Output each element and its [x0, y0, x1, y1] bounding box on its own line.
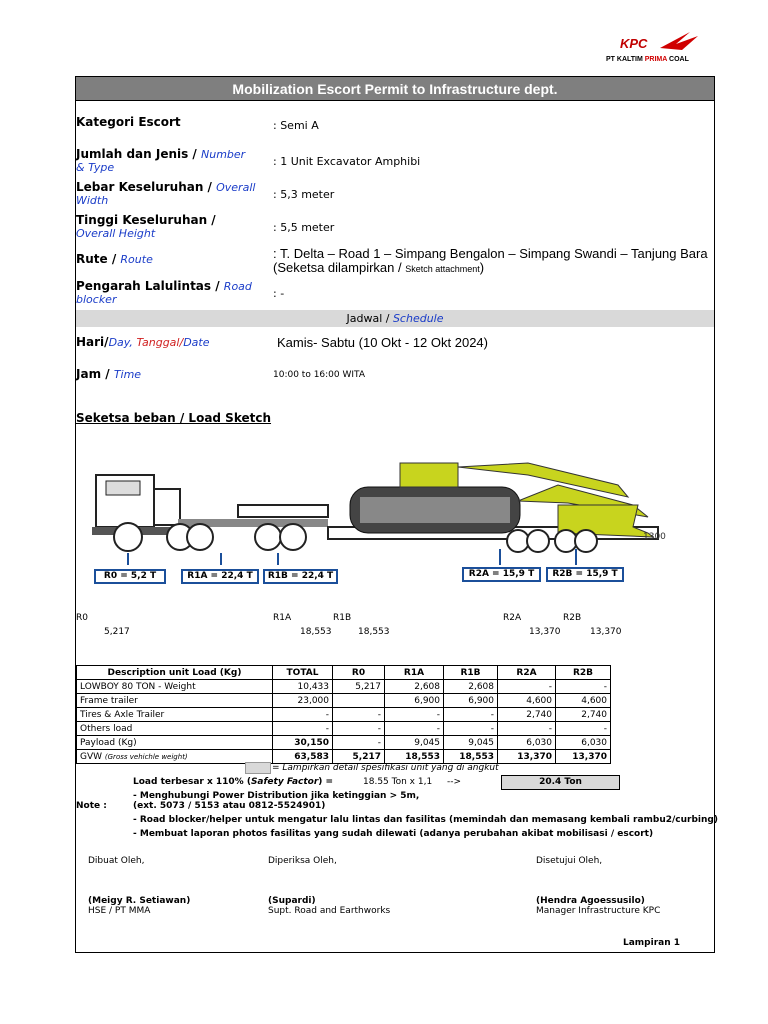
table-cell: 2,740 — [556, 708, 611, 722]
amphibious-excavator-icon — [350, 463, 653, 537]
lebar-label: Lebar Keseluruhan / Overall Width — [76, 180, 256, 207]
signature-role: Diperiksa Oleh, — [268, 856, 337, 866]
table-cell: - — [333, 708, 385, 722]
table-header-row — [77, 666, 611, 680]
table-cell: - — [333, 722, 385, 736]
table-cell: 2,740 — [498, 708, 556, 722]
signature-title: HSE / PT MMA — [88, 906, 151, 916]
pengarah-label: Pengarah Lalulintas / Road blocker — [76, 279, 252, 306]
table-cell: 4,600 — [556, 694, 611, 708]
company-logo — [598, 30, 708, 66]
signature-name: (Meigy R. Setiawan) — [88, 896, 191, 906]
axle-box-r2a: R2A = 15,9 T — [462, 567, 541, 582]
row-desc: GVW (Gross vehichle weight) — [77, 750, 273, 764]
table-header: Description unit Load (Kg) — [77, 666, 273, 680]
axle-value-r0: 5,217 — [104, 627, 130, 637]
table-cell: - — [385, 708, 444, 722]
hari-label: Hari/Day, Tanggal/Date — [76, 335, 210, 349]
table-cell: 63,583 — [273, 750, 333, 764]
table-cell: - — [273, 708, 333, 722]
table-cell: - — [444, 708, 498, 722]
pengarah-value: : - — [273, 287, 285, 300]
axle-name-r1a: R1A — [273, 613, 292, 623]
table-cell: - — [444, 722, 498, 736]
note-item: - Membuat laporan photos fasilitas yang sudah dilewati (adanya perubahan akibat mobilisasi / escort) — [133, 829, 654, 839]
table-cell: 6,900 — [444, 694, 498, 708]
jam-label: Jam / Time — [76, 367, 142, 381]
axle-name-r2a: R2A — [503, 613, 522, 623]
schedule-header: Jadwal / Schedule — [76, 310, 714, 327]
table-header: R0 — [333, 666, 385, 680]
rute-label: Rute / Route — [76, 252, 153, 266]
safety-arrow: --> — [447, 777, 462, 787]
table-cell: - — [556, 680, 611, 694]
table-cell: 6,030 — [498, 736, 556, 750]
table-cell: 6,030 — [556, 736, 611, 750]
axle-name-r0: R0 — [76, 613, 88, 623]
table-header: R2B — [556, 666, 611, 680]
dimension-label: 1300 — [643, 532, 666, 542]
company-name: PT KALTIM PRIMA COAL — [606, 56, 689, 63]
signature-name: (Hendra Agoessusilo) — [536, 896, 645, 906]
table-row — [77, 680, 611, 694]
axle-value-r2a: 13,370 — [529, 627, 561, 637]
signature-title: Manager Infrastructure KPC — [536, 906, 661, 916]
load-table — [76, 665, 611, 764]
table-cell: 18,553 — [385, 750, 444, 764]
hari-value: Kamis- Sabtu (10 Okt - 12 Okt 2024) — [277, 335, 488, 350]
lebar-value: : 5,3 meter — [273, 188, 335, 201]
safety-factor-label: Load terbesar x 110% (Safety Factor) = — [133, 777, 334, 787]
note-item: (ext. 5073 / 5153 atau 0812-5524901) — [133, 801, 326, 811]
axle-value-r2b: 13,370 — [590, 627, 622, 637]
signature-role: Dibuat Oleh, — [88, 856, 145, 866]
table-cell: 9,045 — [385, 736, 444, 750]
jumlah-label: Jumlah dan Jenis / Number & Type — [76, 147, 246, 174]
table-cell: - — [556, 722, 611, 736]
table-cell: 5,217 — [333, 750, 385, 764]
axle-name-r2b: R2B — [563, 613, 582, 623]
table-cell: 5,217 — [333, 680, 385, 694]
table-cell: 6,900 — [385, 694, 444, 708]
document-title: Mobilization Escort Permit to Infrastructure dept. — [76, 77, 714, 101]
axle-name-r1b: R1B — [333, 613, 352, 623]
table-cell: 13,370 — [556, 750, 611, 764]
axle-box-r1b: R1B = 22,4 T — [263, 569, 338, 584]
load-sketch-title: Seketsa beban / Load Sketch — [76, 411, 272, 425]
table-header: R2A — [498, 666, 556, 680]
table-cell: 23,000 — [273, 694, 333, 708]
table-cell: 9,045 — [444, 736, 498, 750]
rute-value: : T. Delta – Road 1 – Simpang Bengalon – Simpang Swandi – Tanjung Bara (Seketsa dilampirkan / Sketch attachment) — [273, 246, 708, 275]
signature-name: (Supardi) — [268, 896, 316, 906]
table-cell: - — [498, 722, 556, 736]
table-cell: - — [273, 722, 333, 736]
table-cell: - — [333, 736, 385, 750]
safety-result: 20.4 Ton — [501, 775, 620, 790]
table-cell: 10,433 — [273, 680, 333, 694]
table-header: TOTAL — [273, 666, 333, 680]
logo-mark-text: KPC — [620, 36, 648, 51]
table-cell: 13,370 — [498, 750, 556, 764]
tinggi-value: : 5,5 meter — [273, 221, 335, 234]
table-cell: - — [385, 722, 444, 736]
table-cell: 18,553 — [444, 750, 498, 764]
note-item: - Menghubungi Power Distribution jika ketinggian > 5m, — [133, 791, 420, 801]
note-item: - Road blocker/helper untuk mengatur lalu lintas dan fasilitas (memindah dan memasang kembali rambu2/curbing) — [133, 815, 718, 825]
axle-value-r1a: 18,553 — [300, 627, 332, 637]
attachment-swatch — [245, 762, 271, 774]
signature-role: Disetujui Oleh, — [536, 856, 603, 866]
gvw-row — [77, 750, 611, 764]
note-label: Note : — [76, 801, 107, 811]
table-row — [77, 722, 611, 736]
axle-arrow-icons — [128, 549, 576, 565]
table-cell — [333, 694, 385, 708]
attachment-footer: Lampiran 1 — [623, 938, 681, 948]
attachment-note: = Lampirkan detail spesifikasi unit yang di angkut — [272, 763, 499, 773]
row-desc: Tires & Axle Trailer — [77, 708, 273, 722]
table-cell: 30,150 — [273, 736, 333, 750]
table-row — [77, 736, 611, 750]
row-desc: Others load — [77, 722, 273, 736]
axle-box-r2b: R2B = 15,9 T — [546, 567, 624, 582]
signature-title: Supt. Road and Earthworks — [268, 906, 391, 916]
table-header: R1A — [385, 666, 444, 680]
kategori-value: : Semi A — [273, 119, 319, 132]
kategori-label: Kategori Escort — [76, 115, 181, 129]
table-header: R1B — [444, 666, 498, 680]
table-row — [77, 694, 611, 708]
row-desc: Frame trailer — [77, 694, 273, 708]
table-cell: 4,600 — [498, 694, 556, 708]
axle-box-r1a: R1A = 22,4 T — [181, 569, 259, 584]
row-desc: Payload (Kg) — [77, 736, 273, 750]
lowboy-sketch-illustration — [88, 445, 708, 565]
row-desc: LOWBOY 80 TON - Weight — [77, 680, 273, 694]
tinggi-label: Tinggi Keseluruhan / Overall Height — [76, 213, 216, 240]
safety-calc: 18.55 Ton x 1,1 — [363, 777, 433, 787]
table-cell: - — [498, 680, 556, 694]
jumlah-value: : 1 Unit Excavator Amphibi — [273, 155, 421, 168]
table-row — [77, 708, 611, 722]
jam-value: 10:00 to 16:00 WITA — [273, 370, 365, 380]
axle-box-r0: R0 = 5,2 T — [94, 569, 166, 584]
axle-value-r1b: 18,553 — [358, 627, 390, 637]
table-cell: 2,608 — [385, 680, 444, 694]
table-cell: 2,608 — [444, 680, 498, 694]
